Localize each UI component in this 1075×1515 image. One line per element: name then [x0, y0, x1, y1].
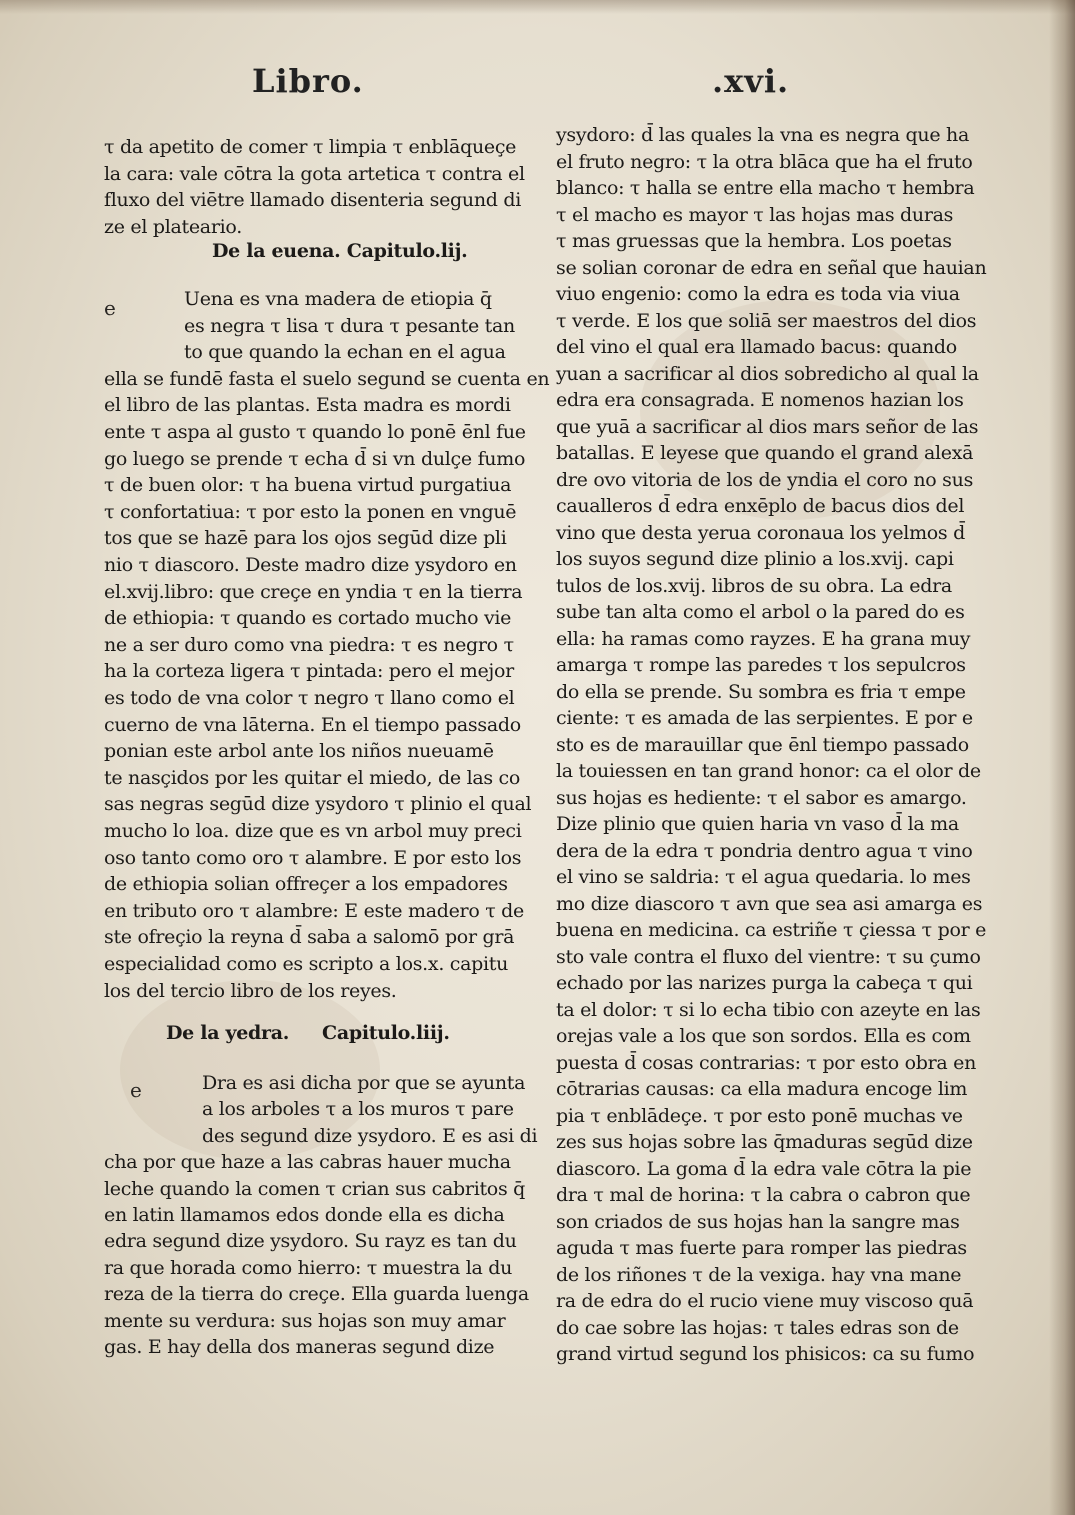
- guide-letter-liii: e: [130, 1078, 142, 1102]
- text-line: el vino se saldria: τ el agua quedaria. lo mes: [556, 866, 971, 888]
- text-line: ste ofreçio la reyna d̄ saba a salomō por grā: [104, 926, 515, 949]
- text-line: fluxo del viētre llamado disenteria segund di: [104, 189, 522, 211]
- text-line: sto vale contra el fluxo del vientre: τ su çumo: [556, 945, 981, 968]
- text-line: es negra τ lisa τ dura τ pesante tan: [184, 314, 515, 337]
- text-line: gas. E hay della dos maneras segund dize: [104, 1336, 495, 1358]
- text-line: τ mas gruessas que la hembra. Los poetas: [556, 230, 952, 252]
- text-line: sas negras segūd dize ysydoro τ plinio el qual: [104, 793, 532, 816]
- text-line: los del tercio libro de los reyes.: [104, 979, 397, 1002]
- text-line: mo dize diascoro τ avn que sea asi amarga es: [556, 892, 983, 915]
- text-line: buena en medicina. ca estriñe τ çiessa τ por e: [556, 919, 987, 941]
- text-line: cōtrarias causas: ca ella madura encoge lim: [556, 1078, 968, 1100]
- text-line: del vino el qual era llamado bacus: quando: [556, 336, 957, 358]
- text-line: ella: ha ramas como rayzes. E ha grana muy: [556, 627, 971, 650]
- text-line: diascoro. La goma d̄ la edra vale cōtra la pie: [556, 1157, 972, 1180]
- text-line: mente su verdura: sus hojas son muy amar: [104, 1309, 506, 1332]
- text-line: ra de edra do el rucio viene muy viscoso quā: [556, 1290, 974, 1312]
- text-line: reza de la tierra do creçe. Ella guarda luenga: [104, 1283, 529, 1306]
- guide-letter-lii: e: [104, 296, 116, 320]
- left-column: [104, 0, 550, 1515]
- text-line: ne a ser duro como vna piedra: τ es negro τ: [104, 633, 514, 656]
- text-line: viuo engenio: como la edra es toda via viua: [556, 283, 960, 305]
- chapter-heading-lii: De la euena. Capitulo.lij.: [212, 240, 468, 262]
- text-line: Uena es vna madera de etiopia q̄: [184, 288, 492, 310]
- text-line: especialidad como es scripto a los.x. capitu: [104, 953, 509, 975]
- text-line: amarga τ rompe las paredes τ los sepulcros: [556, 654, 966, 676]
- text-line: des segund dize ysydoro. E es asi di: [202, 1124, 538, 1147]
- text-line: vino que desta yerua coronaua los yelmos d̄: [556, 521, 965, 544]
- text-line: sto es de marauillar que ēnl tiempo passado: [556, 733, 969, 756]
- page-gutter-shadow: [1049, 0, 1075, 1515]
- text-line: caualleros d̄ edra enxēplo de bacus dios del: [556, 495, 965, 517]
- text-line: ra que horada como hierro: τ muestra la du: [104, 1256, 513, 1279]
- text-line: yuan a sacrificar al dios sobredicho al qual la: [556, 362, 979, 385]
- text-line: echado por las narizes purga la cabeça τ qui: [556, 972, 973, 994]
- text-line: mucho lo loa. dize que es vn arbol muy preci: [104, 820, 522, 842]
- chapter-heading-liii-number: Capitulo.liij.: [322, 1022, 450, 1044]
- text-line: zes sus hojas sobre las q̄maduras segūd dize: [556, 1131, 973, 1153]
- text-line: son criados de sus hojas han la sangre mas: [556, 1210, 960, 1233]
- text-line: que yuā a sacrificar al dios mars señor de las: [556, 415, 979, 438]
- text-line: puesta d̄ cosas contrarias: τ por esto obra en: [556, 1051, 977, 1074]
- text-line: dera de la edra τ pondria dentro agua τ vino: [556, 839, 973, 862]
- text-line: cha por que haze a las cabras hauer mucha: [104, 1151, 511, 1174]
- right-column: [556, 0, 987, 1515]
- text-line: sube tan alta como el arbol o la pared do es: [556, 601, 965, 623]
- text-line: ente τ aspa al gusto τ quando lo ponē ēnl fue: [104, 421, 526, 443]
- text-line: edra segund dize ysydoro. Su rayz es tan du: [104, 1230, 517, 1253]
- text-line: pia τ enblādeçe. τ por esto ponē muchas ve: [556, 1104, 963, 1127]
- text-line: do ella se prende. Su sombra es fria τ empe: [556, 680, 966, 703]
- text-line: dra τ mal de horina: τ la cabra o cabron que: [556, 1184, 971, 1206]
- text-line: τ confortatiua: τ por esto la ponen en vnguē: [104, 500, 517, 523]
- text-line: ysydoro: d̄ las quales la vna es negra que ha: [556, 124, 969, 146]
- text-line: el.xvij.libro: que creçe en yndia τ en la tierra: [104, 580, 523, 603]
- text-line: de los riñones τ de la vexiga. hay vna mane: [556, 1263, 962, 1286]
- text-line: nio τ diascoro. Deste madro dize ysydoro en: [104, 554, 517, 576]
- text-line: sus hojas es hediente: τ el sabor es amargo.: [556, 786, 967, 809]
- text-line: dre ovo vitoria de los de yndia el coro no sus: [556, 468, 974, 491]
- chapter-heading-liii-title: De la yedra.: [166, 1022, 290, 1044]
- text-line: ze el plateario.: [104, 215, 242, 238]
- text-line: blanco: τ halla se entre ella macho τ hembra: [556, 177, 975, 199]
- text-line: edra era consagrada. E nomenos hazian los: [556, 389, 964, 411]
- running-head-left: Libro.: [252, 62, 364, 100]
- text-line: τ da apetito de comer τ limpia τ enblāqueçe: [104, 136, 517, 158]
- text-line: aguda τ mas fuerte para romper las piedras: [556, 1237, 967, 1259]
- text-line: go luego se prende τ echa d̄ si vn dulçe fumo: [104, 447, 526, 470]
- text-line: cuerno de vna lāterna. En el tiempo passado: [104, 713, 521, 736]
- text-line: ha la corteza ligera τ pintada: pero el mejor: [104, 660, 514, 683]
- text-line: te nasçidos por les quitar el miedo, de las co: [104, 766, 521, 789]
- text-line: τ el macho es mayor τ las hojas mas duras: [556, 203, 954, 226]
- text-line: ta el dolor: τ si lo echa tibio con azeyte en las: [556, 998, 981, 1021]
- running-head-right: .xvi.: [712, 62, 790, 100]
- text-line: leche quando la comen τ crian sus cabritos q̄: [104, 1177, 525, 1200]
- text-line: τ de buen olor: τ ha buena virtud purgatiua: [104, 474, 512, 497]
- text-line: tulos de los.xvij. libros de su obra. La edra: [556, 574, 952, 597]
- text-line: es todo de vna color τ negro τ llano como el: [104, 687, 515, 709]
- text-line: ponian este arbol ante los niños nueuamē: [104, 740, 494, 763]
- text-line: do cae sobre las hojas: τ tales edras son de: [556, 1316, 959, 1339]
- text-line: grand virtud segund los phisicos: ca su fumo: [556, 1343, 975, 1365]
- text-line: se solian coronar de edra en señal que hauian: [556, 256, 987, 279]
- text-line: de ethiopia: τ quando es cortado mucho vie: [104, 607, 512, 630]
- text-line: to que quando la echan en el agua: [184, 341, 506, 364]
- text-line: Dra es asi dicha por que se ayunta: [202, 1072, 526, 1094]
- text-line: Dize plinio que quien haria vn vaso d̄ la ma: [556, 813, 959, 835]
- text-line: batallas. E leyese que quando el grand alexā: [556, 442, 974, 464]
- text-line: orejas vale a los que son sordos. Ella es com: [556, 1025, 971, 1047]
- text-line: la touiessen en tan grand honor: ca el olor de: [556, 760, 981, 782]
- text-line: de ethiopia solian offreçer a los empadores: [104, 873, 508, 896]
- text-line: el fruto negro: τ la otra blāca que ha el fruto: [556, 150, 973, 173]
- text-line: ciente: τ es amada de las serpientes. E por e: [556, 707, 973, 729]
- text-line: ella se fundē fasta el suelo segund se cuenta en: [104, 367, 550, 390]
- text-line: en latin llamamos edos donde ella es dicha: [104, 1204, 505, 1226]
- text-line: el libro de las plantas. Esta madra es mordi: [104, 394, 511, 417]
- text-line: tos que se hazē para los ojos segūd dize pli: [104, 527, 507, 550]
- text-line: en tributo oro τ alambre: E este madero τ de: [104, 899, 524, 922]
- text-line: los suyos segund dize plinio a los.xvij. capi: [556, 548, 954, 570]
- text-line: a los arboles τ a los muros τ pare: [202, 1098, 514, 1121]
- text-line: τ verde. E los que soliā ser maestros del dios: [556, 309, 977, 332]
- text-line: oso tanto como oro τ alambre. E por esto los: [104, 846, 522, 869]
- text-line: la cara: vale cōtra la gota artetica τ contra el: [104, 162, 525, 185]
